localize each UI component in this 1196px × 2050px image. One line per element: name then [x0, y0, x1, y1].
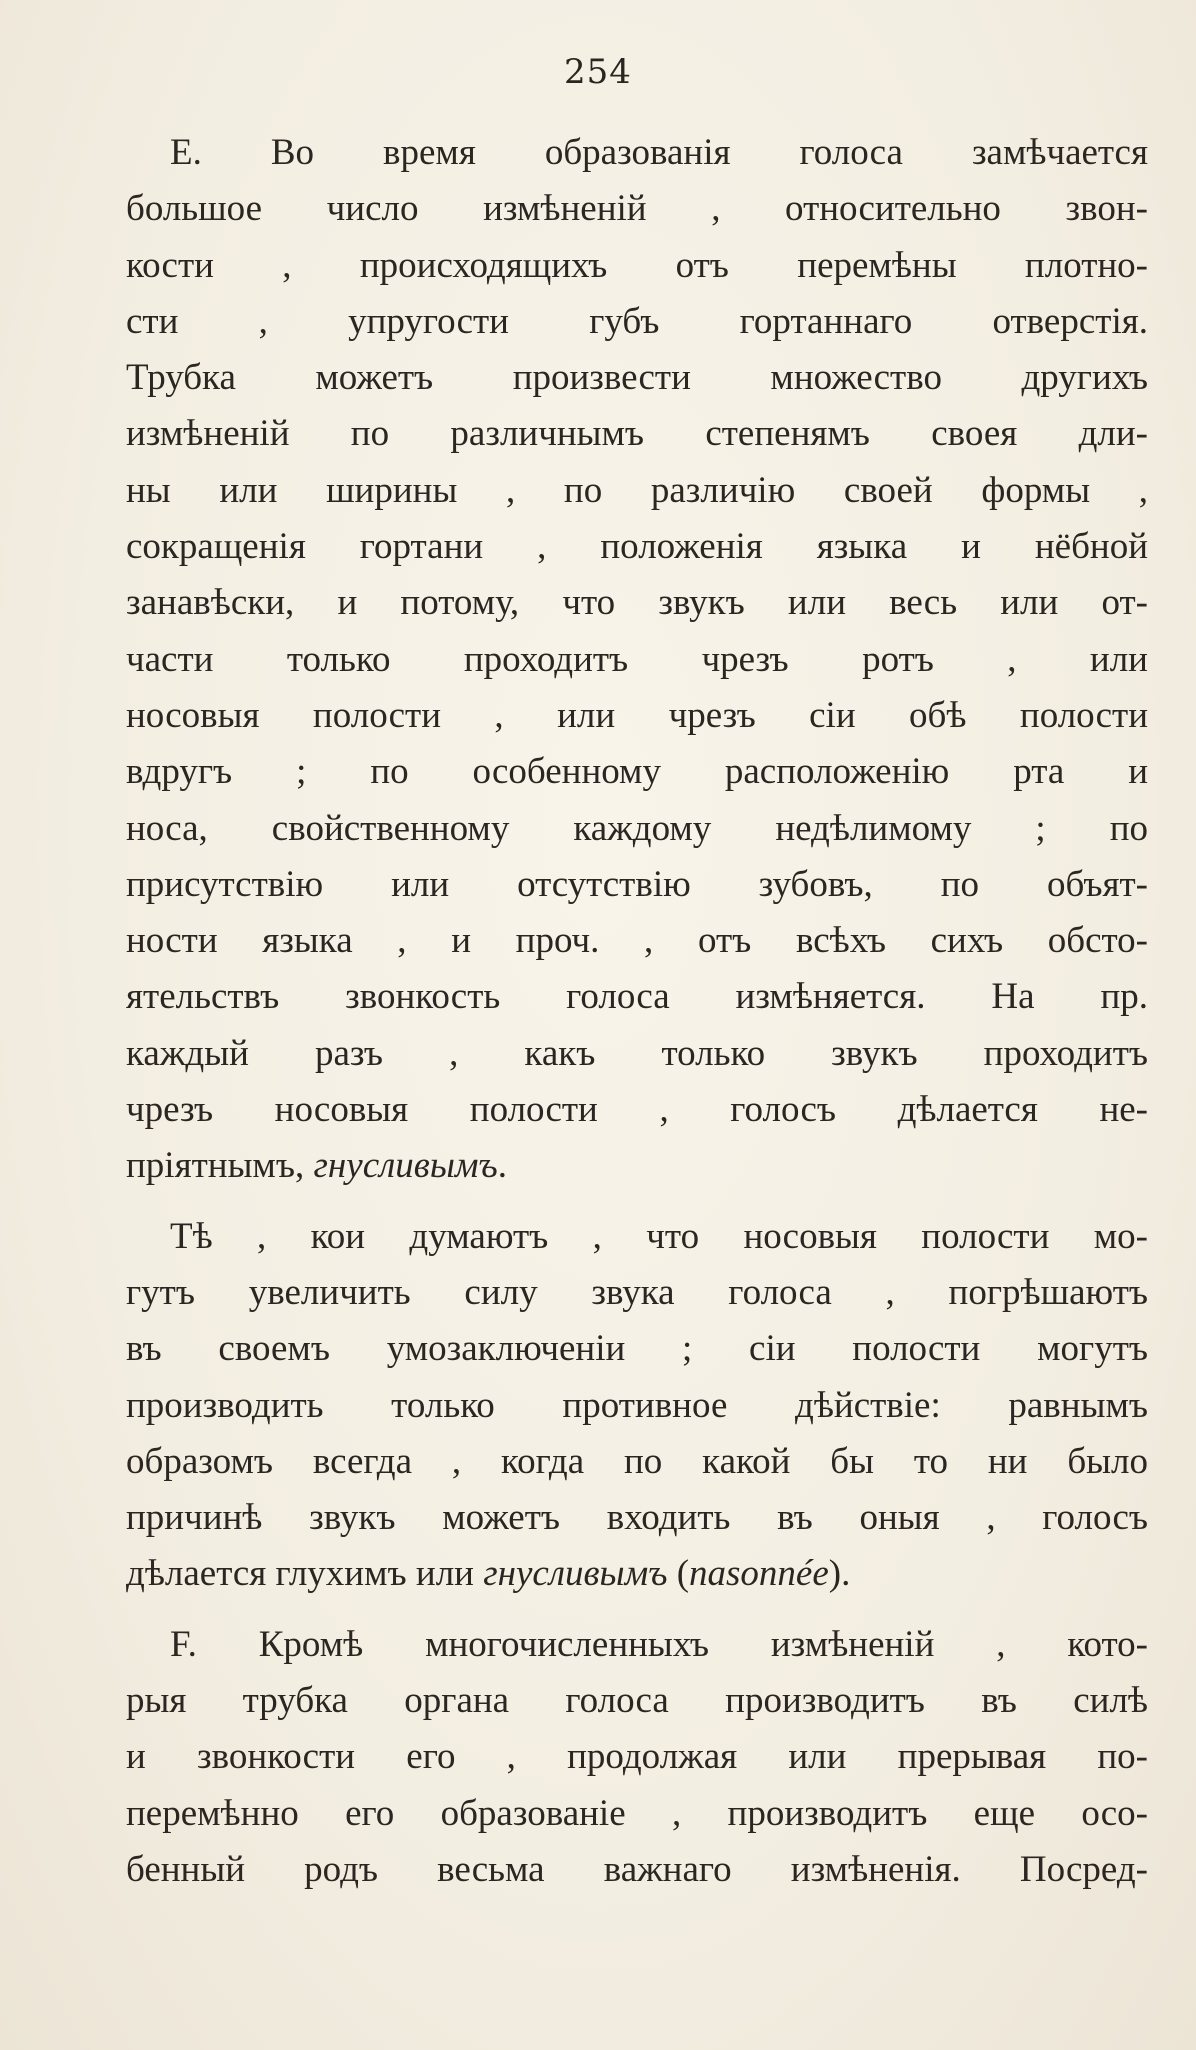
text-line: гутъ увеличить силу звука голоса , погрѣшаютъ [126, 1271, 1148, 1313]
page-number: 254 [564, 52, 632, 92]
text-line: F. Кромѣ многочисленныхъ измѣненій , кото- [170, 1623, 1148, 1665]
text-line: Тѣ , кои думаютъ , что носовыя полости мо- [170, 1215, 1148, 1257]
text-segment: ). [828, 1553, 851, 1595]
text-line: занавѣски, и потому, что звукъ или весь или от- [126, 582, 1148, 624]
body-text [126, 125, 1148, 1898]
text-line: E. Во время образованія голоса замѣчается [170, 132, 1148, 173]
italic-term: гнусливымъ [483, 1553, 668, 1595]
italic-term: гнусливымъ [313, 1145, 498, 1187]
paragraph-gap [126, 1603, 1148, 1617]
text-line: измѣненій по различнымъ степенямъ своея дли- [126, 413, 1148, 455]
text-line: и звонкости его , продолжая или прерывая по- [126, 1736, 1148, 1778]
text-line: носовыя полости , или чрезъ сіи обѣ полости [126, 694, 1148, 736]
text-line: производить только противное дѣйствіе: равнымъ [126, 1384, 1148, 1426]
text-line: сокращенія гортани , положенія языка и нёбной [126, 526, 1148, 568]
text-segment: . [497, 1145, 507, 1187]
paragraph-gap [126, 1195, 1148, 1209]
text-line: присутствію или отсутствію зубовъ, по объят- [126, 863, 1148, 905]
text-line: ности языка , и проч. , отъ всѣхъ сихъ обсто- [126, 920, 1148, 962]
text-line: вдругъ ; по особенному расположенію рта и [126, 751, 1148, 793]
text-line: кости , происходящихъ отъ перемѣны плотно- [126, 244, 1148, 286]
text-line: причинѣ звукъ можетъ входить въ оныя , голосъ [126, 1497, 1148, 1539]
text-line: носа, свойственному каждому недѣлимому ; по [126, 807, 1148, 849]
italic-french-term: nasonnée [689, 1553, 829, 1595]
text-line: большое число измѣненій , относительно звон- [126, 188, 1148, 230]
text-segment: пріятнымъ, [126, 1145, 314, 1187]
text-line: сти , упругости губъ гортаннаго отверстія. [126, 300, 1148, 342]
text-line: ятельствъ звонкость голоса измѣняется. На пр. [126, 976, 1148, 1018]
text-line: чрезъ носовыя полости , голосъ дѣлается не- [126, 1089, 1148, 1131]
text-line: части только проходитъ чрезъ ротъ , или [126, 638, 1148, 680]
text-segment: дѣлается глухимъ или [126, 1553, 484, 1595]
paragraph-1 [126, 125, 1148, 1195]
text-line: рыя трубка органа голоса производитъ въ силѣ [126, 1680, 1148, 1722]
text-line: въ своемъ умозаключеніи ; сіи полости могутъ [126, 1328, 1148, 1370]
text-line: перемѣнно его образованіе , производитъ еще осо- [126, 1792, 1148, 1834]
text-line-last [126, 1546, 1148, 1602]
text-line: ны или ширины , по различію своей формы , [126, 469, 1148, 511]
text-line: образомъ всегда , когда по какой бы то ни было [126, 1440, 1148, 1482]
paragraph-2 [126, 1209, 1148, 1603]
text-line: бенный родъ весьма важнаго измѣненія. Посред- [126, 1848, 1148, 1890]
text-line: каждый разъ , какъ только звукъ проходитъ [126, 1032, 1148, 1074]
text-segment: ( [667, 1553, 690, 1595]
paragraph-3 [126, 1617, 1148, 1898]
text-line-last [126, 1138, 1148, 1194]
text-line: Трубка можетъ произвести множество другихъ [126, 357, 1148, 399]
